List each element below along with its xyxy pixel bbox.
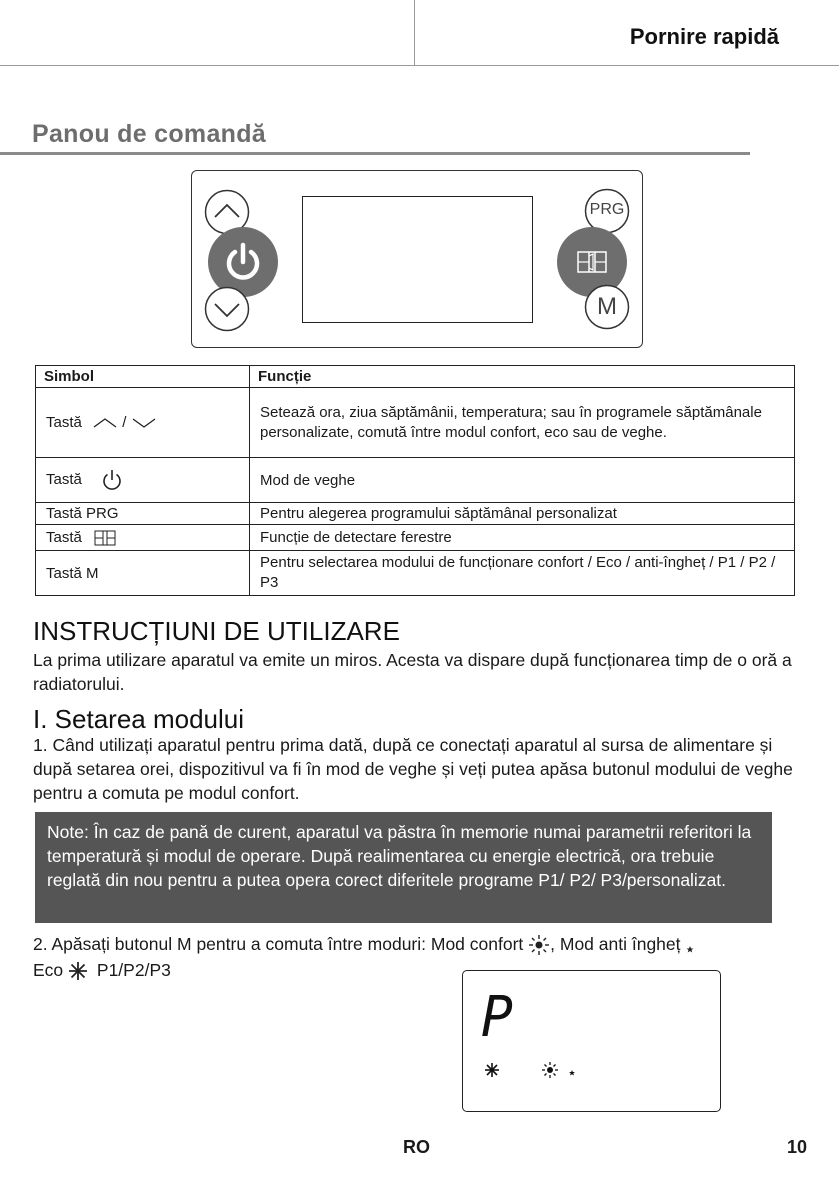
table-row — [36, 503, 795, 525]
symbol-separator: / — [122, 414, 127, 431]
lcd-segment-p: P — [480, 985, 513, 1050]
step2-line-2 — [33, 958, 171, 982]
table-cell-function: Pentru alegerea programului săptămânal personalizat — [250, 503, 795, 525]
table-header-row — [36, 366, 795, 388]
mode-title: I. Setarea modului — [33, 704, 245, 734]
header-divider — [414, 0, 415, 65]
table-cell-function: Mod de veghe — [250, 458, 795, 503]
note-box: Note: În caz de pană de curent, aparatul va păstra în memorie numai parametrii referitori la temperatură și modul de operare. După realimentarea cu energie electrică, ora trebuie reglată din nou pentru a putea opera corect diferitele programe P1/ P2/ P3/personalizat. — [35, 812, 772, 923]
function-table — [35, 365, 795, 596]
chevron-down-icon — [131, 416, 157, 430]
footer-language: RO — [403, 1137, 430, 1157]
window-icon — [94, 530, 116, 546]
table-header-function: Funcție — [250, 366, 795, 388]
table-row — [36, 458, 795, 503]
key-label: Tastă — [46, 470, 82, 488]
table-cell-function: Funcție de detectare ferestre — [250, 525, 795, 551]
program-list: P1/P2/P3 — [96, 960, 171, 980]
step2-text-anti-freeze: , Mod anti îngheț — [550, 934, 681, 954]
table-cell-symbol — [36, 525, 250, 551]
chevron-up-icon — [92, 416, 118, 430]
moon-star-icon — [568, 1061, 588, 1079]
sun-icon — [541, 1061, 559, 1079]
table-cell-symbol — [36, 458, 250, 503]
table-cell-symbol: Tastă M — [36, 551, 250, 596]
key-label: Tastă — [46, 528, 82, 546]
table-row — [36, 551, 795, 596]
snowflake-icon — [68, 961, 88, 981]
panel-display — [302, 196, 533, 323]
section-title: Panou de comandă — [32, 120, 267, 148]
step2-text: 2. Apăsați butonul M pentru a comuta între moduri: Mod confort — [33, 934, 524, 954]
snowflake-icon — [484, 1062, 500, 1078]
key-label: Tastă — [46, 414, 82, 431]
section-rule — [0, 152, 750, 155]
eco-label: Eco — [33, 960, 64, 980]
table-cell-function: Pentru selectarea modului de funcționare confort / Eco / anti-îngheț / P1 / P2 / P3 — [250, 551, 795, 596]
sun-icon — [528, 934, 550, 956]
table-cell-function: Setează ora, ziua săptămânii, temperatura; sau în programele săptămânale personalizate, comută între modul confort, eco sau de veghe. — [250, 388, 795, 458]
moon-star-icon — [685, 934, 709, 956]
m-button[interactable] — [584, 284, 630, 330]
power-icon — [100, 468, 124, 492]
lcd-eco-icon — [484, 1062, 500, 1078]
m-label: M — [597, 293, 617, 320]
page-header-title: Pornire rapidă — [629, 24, 779, 49]
instructions-title: INSTRUCȚIUNI DE UTILIZARE — [33, 616, 400, 646]
step1-paragraph: 1. Când utilizați aparatul pentru prima dată, după ce conectați aparatul al sursa de alimentare și după setarea orei, dispozitivul va fi în mod de veghe și veți putea apăsa butonul modului de veghe pentru a comuta pe modul confort. — [33, 735, 793, 803]
lcd-antifreeze-icon — [568, 1061, 588, 1079]
intro-paragraph: La prima utilizare aparatul va emite un miros. Acesta va dispare după funcționarea timp de o oră a radiatorului. — [33, 650, 792, 694]
table-cell-symbol: Tastă PRG — [36, 503, 250, 525]
header-rule — [0, 65, 839, 66]
step2-line — [33, 932, 823, 956]
page-number: 10 — [787, 1137, 808, 1157]
table-row — [36, 525, 795, 551]
table-header-symbol: Simbol — [36, 366, 250, 388]
prg-label: PRG — [589, 201, 625, 218]
down-button[interactable] — [204, 286, 250, 332]
lcd-comfort-icon — [541, 1061, 559, 1079]
chevron-down-icon — [204, 286, 250, 332]
table-cell-symbol — [36, 388, 250, 458]
table-row — [36, 388, 795, 458]
